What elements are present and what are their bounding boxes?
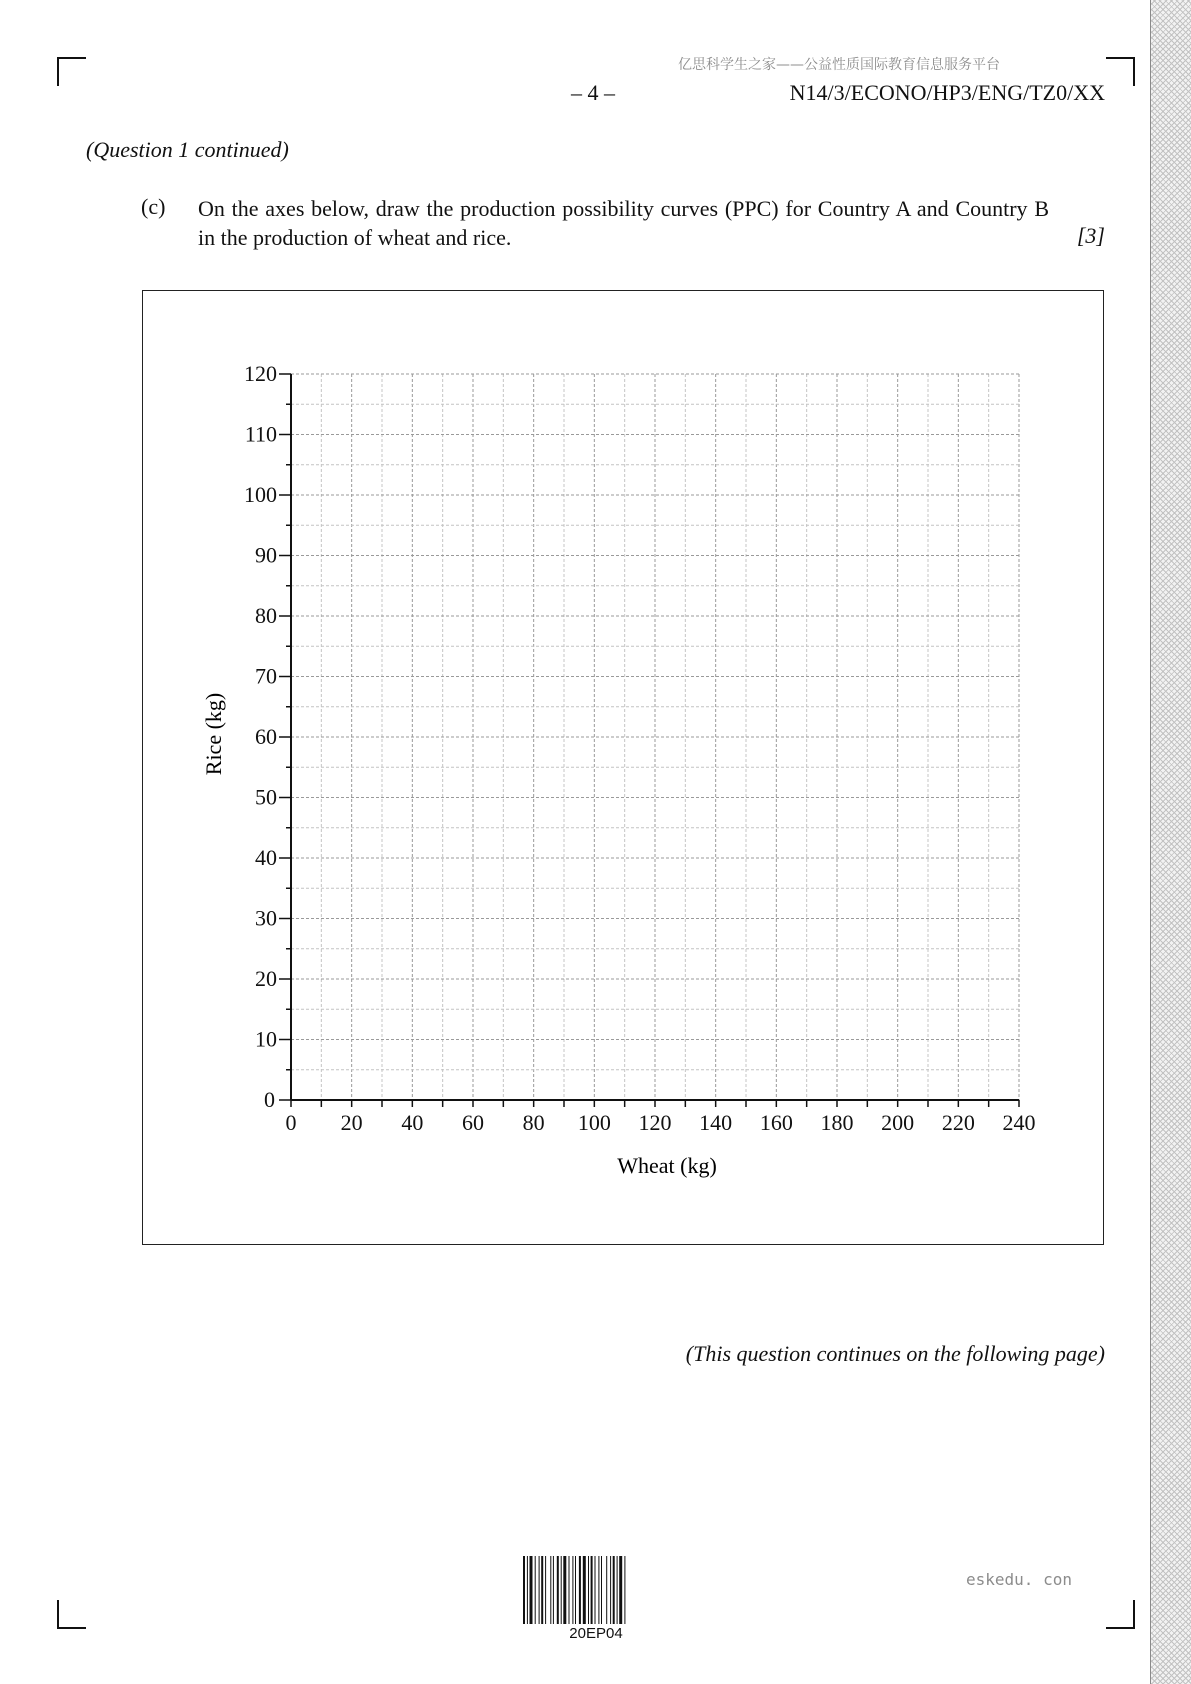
barcode-bar <box>541 1556 543 1624</box>
y-tick-label: 80 <box>255 603 277 628</box>
barcode-bar <box>591 1556 593 1624</box>
question-part-label: (c) <box>141 194 166 219</box>
header-watermark: 亿思科学生之家——公益性质国际教育信息服务平台 <box>678 57 1000 73</box>
barcode-bar <box>545 1556 546 1624</box>
barcode-bar <box>572 1556 573 1624</box>
barcode-bar <box>530 1556 533 1624</box>
y-tick-label: 0 <box>264 1087 275 1112</box>
y-tick-label: 20 <box>255 966 277 991</box>
y-tick-label: 10 <box>255 1026 277 1052</box>
x-tick-label: 120 <box>638 1110 672 1135</box>
barcode-bar <box>527 1556 528 1624</box>
question-marks: [3] <box>1076 223 1105 248</box>
question-continued-label: (Question 1 continued) <box>86 137 289 162</box>
page-number: – 4 – <box>571 80 615 105</box>
y-tick-label: 120 <box>244 361 277 386</box>
x-tick-label: 180 <box>820 1110 854 1135</box>
crop-mark-top-right <box>1106 57 1135 86</box>
crop-mark-bottom-left <box>57 1600 86 1629</box>
x-tick-label: 40 <box>401 1110 424 1135</box>
crop-mark-top-left <box>57 57 86 86</box>
barcode-bar <box>613 1556 615 1624</box>
y-tick-label: 50 <box>255 784 277 810</box>
x-tick-label: 220 <box>941 1110 975 1135</box>
side-margin-strip <box>1150 0 1191 1684</box>
barcode-bar <box>624 1556 625 1624</box>
question-instruction: On the axes below, draw the production possibility curves (PPC) for Country A and Country B in the production of wheat and rice. <box>198 196 1049 250</box>
answer-graph-box[interactable] <box>142 290 1104 1245</box>
continues-note: (This question continues on the following page) <box>685 1341 1105 1366</box>
barcode-bar <box>606 1556 607 1624</box>
barcode <box>523 1556 669 1624</box>
grid-lines <box>291 374 1019 1100</box>
y-tick-label: 110 <box>244 421 277 447</box>
barcode-bar <box>598 1556 599 1624</box>
ppc-axes-chart[interactable] <box>143 291 1105 1246</box>
y-tick-label: 60 <box>255 724 277 749</box>
barcode-bar <box>583 1556 586 1624</box>
barcode-bar <box>579 1556 581 1624</box>
y-tick-label: 30 <box>255 905 277 931</box>
barcode-bar <box>617 1556 618 1624</box>
barcode-label: 20EP04 <box>569 1625 623 1642</box>
barcode-bar <box>535 1556 536 1624</box>
x-axis-label: Wheat (kg) <box>617 1153 717 1178</box>
y-axis-label: Rice (kg) <box>201 692 226 776</box>
barcode-bar <box>610 1556 611 1624</box>
x-tick-label: 160 <box>759 1110 793 1135</box>
barcode-bar <box>550 1556 551 1624</box>
tick-labels <box>244 361 1036 1135</box>
barcode-bar <box>595 1556 596 1624</box>
barcode-bar <box>553 1556 554 1624</box>
paper-code: N14/3/ECONO/HP3/ENG/TZ0/XX <box>789 80 1105 105</box>
x-tick-label: 200 <box>881 1110 915 1135</box>
crop-mark-bottom-right <box>1106 1600 1135 1629</box>
y-tick-label: 90 <box>255 542 277 568</box>
barcode-bar <box>575 1556 576 1624</box>
footer-watermark: eskedu. con <box>966 1570 1072 1589</box>
tick-marks <box>279 374 1019 1107</box>
x-tick-label: 60 <box>462 1110 484 1135</box>
x-tick-label: 0 <box>285 1110 297 1135</box>
x-tick-label: 240 <box>1002 1110 1036 1135</box>
barcode-bar <box>539 1556 540 1624</box>
barcode-bar <box>563 1556 566 1624</box>
x-tick-label: 140 <box>699 1110 733 1135</box>
x-tick-label: 80 <box>522 1110 545 1135</box>
x-tick-label: 20 <box>340 1110 363 1135</box>
barcode-bar <box>588 1556 589 1624</box>
y-tick-label: 40 <box>255 845 277 870</box>
barcode-bar <box>601 1556 602 1624</box>
y-tick-label: 100 <box>244 482 277 507</box>
x-tick-label: 100 <box>577 1110 611 1135</box>
y-tick-label: 70 <box>255 663 277 689</box>
barcode-bar <box>619 1556 622 1624</box>
barcode-bar <box>557 1556 559 1624</box>
barcode-bar <box>523 1556 525 1624</box>
barcode-bar <box>561 1556 562 1624</box>
barcode-bar <box>569 1556 570 1624</box>
